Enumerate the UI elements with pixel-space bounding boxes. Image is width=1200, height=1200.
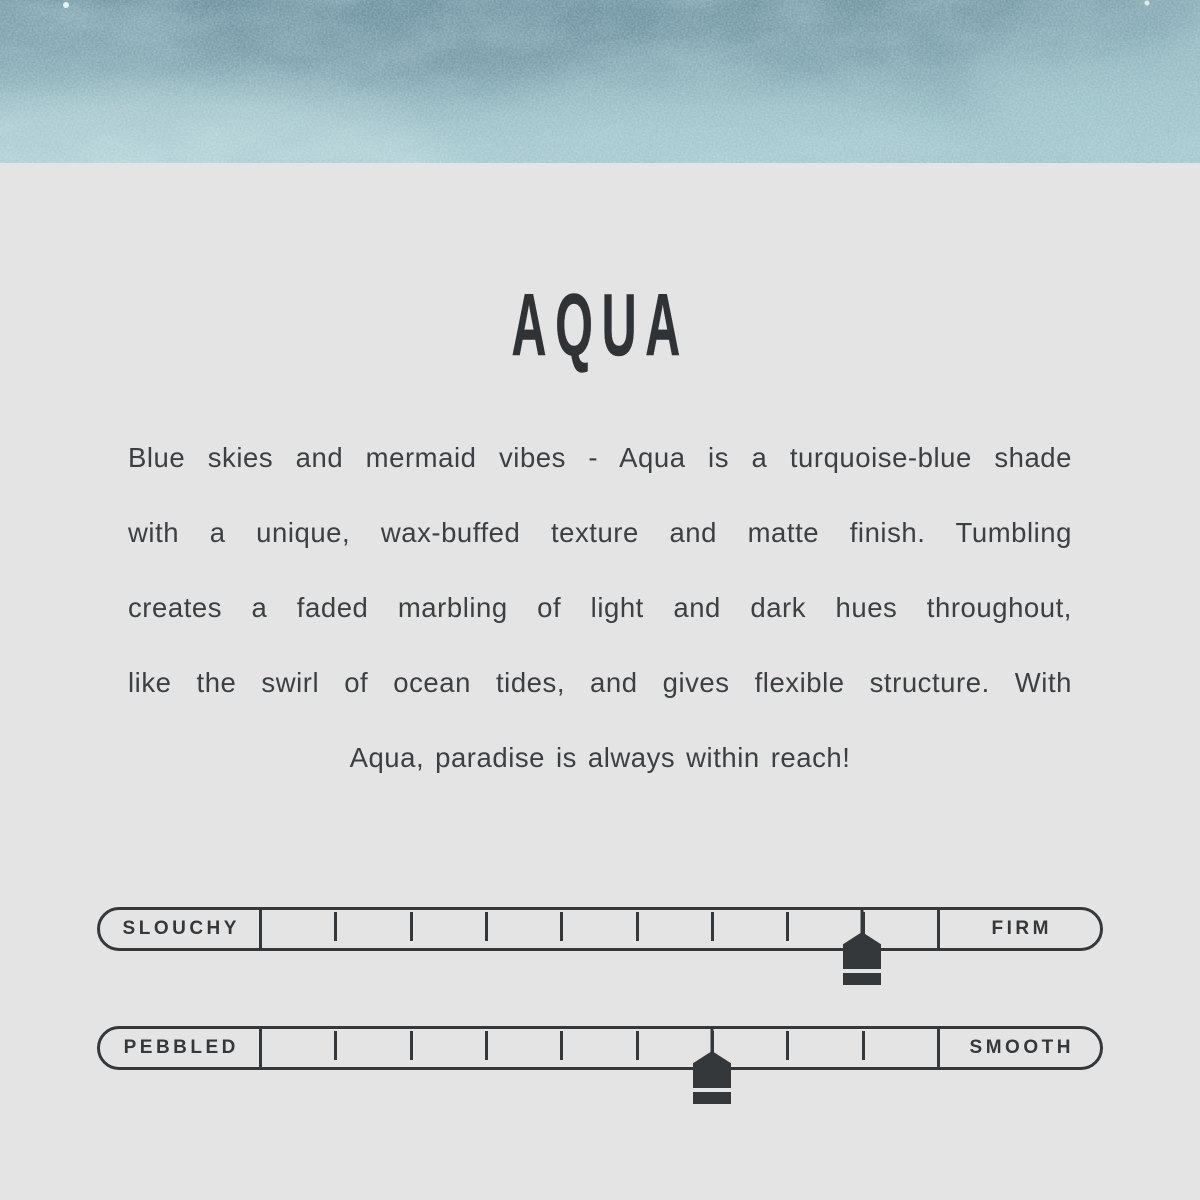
structure-scale-left-label: SLOUCHY — [122, 918, 240, 939]
texture-scale-left-cap — [100, 1029, 262, 1067]
tick-mark — [711, 1031, 714, 1060]
tick-mark — [786, 1031, 789, 1060]
leather-texture-image — [0, 0, 1200, 163]
tick-mark — [711, 912, 714, 941]
description-line-3: creates a faded marbling of light and dark hues throughout, — [128, 592, 1072, 623]
structure-scale-track — [262, 910, 937, 948]
color-description — [128, 420, 1072, 795]
tick-mark — [786, 912, 789, 941]
tick-mark — [334, 1031, 337, 1060]
tick-mark — [862, 912, 865, 941]
texture-scale — [97, 1026, 1103, 1070]
texture-scale-right-cap — [937, 1029, 1100, 1067]
tick-mark — [334, 912, 337, 941]
texture-scale-track — [262, 1029, 937, 1067]
structure-scale-right-cap — [937, 910, 1100, 948]
tick-mark — [485, 912, 488, 941]
marker-base — [693, 1092, 731, 1104]
marker-base — [843, 973, 881, 985]
description-line-1: Blue skies and mermaid vibes - Aqua is a turquoise-blue shade — [128, 442, 1072, 473]
texture-scale-left-label: PEBBLED — [123, 1037, 239, 1058]
tick-mark — [636, 1031, 639, 1060]
leather-texture-graphic — [0, 0, 1200, 163]
description-line-4: like the swirl of ocean tides, and gives flexible structure. With — [128, 667, 1072, 698]
description-line-5: Aqua, paradise is always within reach! — [349, 742, 851, 773]
page-title: AQUA — [511, 275, 689, 374]
structure-scale-left-cap — [100, 910, 262, 948]
tick-mark — [410, 912, 413, 941]
structure-scale-right-label: FIRM — [991, 918, 1052, 939]
tick-mark — [862, 1031, 865, 1060]
texture-scale-right-label: SMOOTH — [969, 1037, 1074, 1058]
tick-mark — [560, 1031, 563, 1060]
tick-mark — [410, 1031, 413, 1060]
tick-mark — [485, 1031, 488, 1060]
tick-mark — [636, 912, 639, 941]
page-title-wrap — [0, 275, 1200, 374]
description-line-2: with a unique, wax-buffed texture and matte finish. Tumbling — [128, 517, 1072, 548]
structure-scale — [97, 907, 1103, 951]
tick-mark — [560, 912, 563, 941]
